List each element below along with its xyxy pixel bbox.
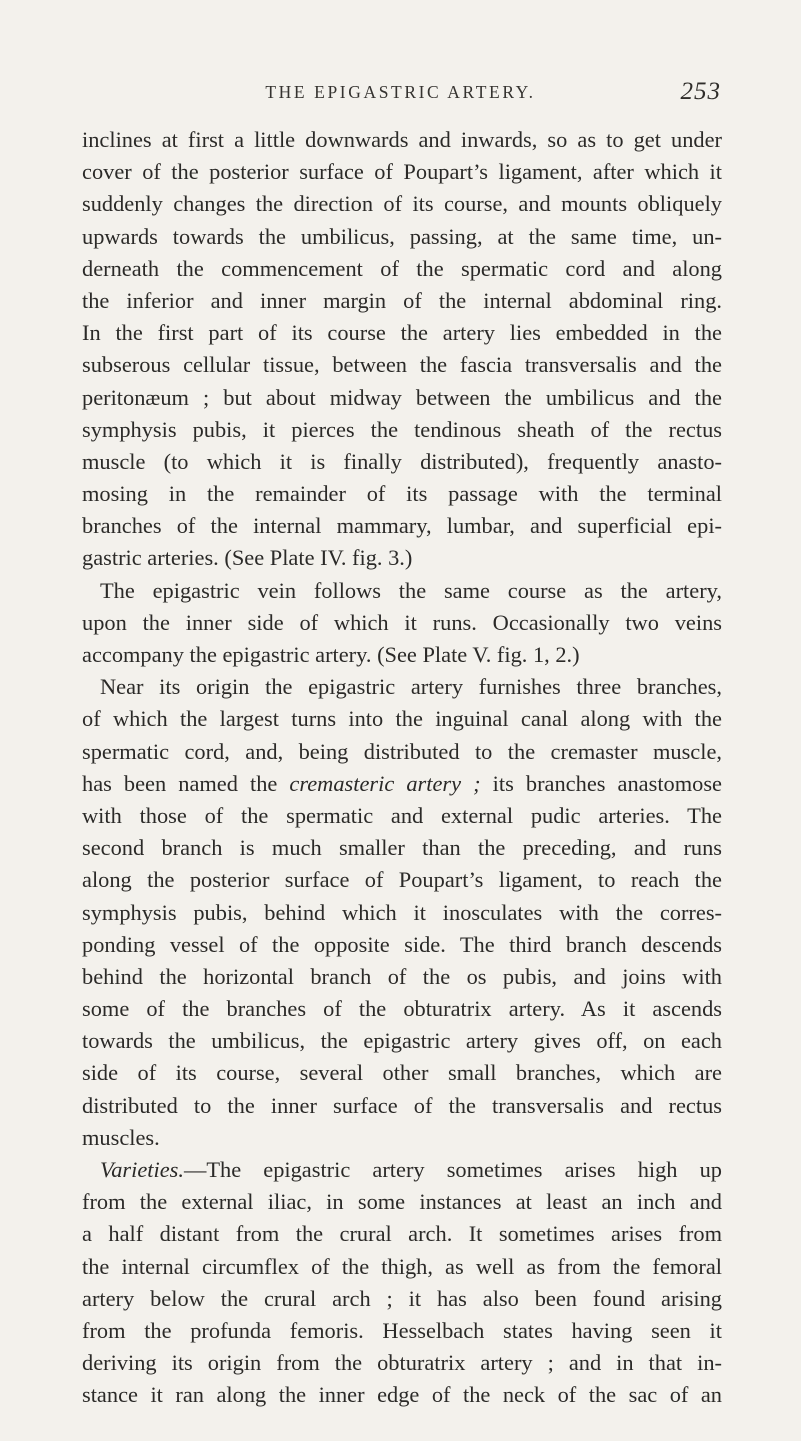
text-line: muscles. [82,1124,160,1150]
text-line: symphysis pubis, behind which it inosculates with the corres- [82,899,722,925]
text-line: inclines at first a little downwards and inwards, so as to get under [82,127,722,152]
text-line: subserous cellular tissue, between the fascia transversalis and the [82,352,722,378]
text-line: side of its course, several other small branches, which are [82,1060,722,1086]
text-line: derneath the commencement of the spermatic cord and along [82,255,722,281]
text-line: deriving its origin from the obturatrix artery ; and in that in- [82,1350,722,1376]
text-line: along the posterior surface of Poupart’s ligament, to reach the [82,867,722,893]
text-line: the inferior and inner margin of the internal abdominal ring. [82,287,722,313]
running-head [0,78,801,112]
text-run: its branches anastomose [480,770,722,796]
text-line: ponding vessel of the opposite side. The third branch descends [82,931,722,957]
text-line: artery below the crural arch ; it has also been found arising [82,1285,722,1311]
text-line: In the first part of its course the artery lies embedded in the [82,320,722,346]
text-line: spermatic cord, and, being distributed to the cremaster muscle, [82,738,722,764]
text-line [82,1154,722,1186]
text-line: symphysis pubis, it pierces the tendinous sheath of the rectus [82,416,722,442]
text-line: towards the umbilicus, the epigastric artery gives off, on each [82,1028,722,1054]
text-line: a half distant from the crural arch. It sometimes arises from [82,1221,722,1247]
text-line: stance it ran along the inner edge of the neck of the sac of an [82,1382,722,1408]
text-line: mosing in the remainder of its passage with the terminal [82,481,722,507]
text-line: upon the inner side of which it runs. Occasionally two veins [82,609,722,635]
text-line: with those of the spermatic and external pudic arteries. The [82,802,722,828]
text-line: peritonæum ; but about midway between the umbilicus and the [82,384,722,410]
body-text [82,124,722,1412]
page-number: 253 [680,78,721,105]
text-line: branches of the internal mammary, lumbar, and superficial epi- [82,513,722,539]
text-line: the internal circumflex of the thigh, as well as from the femoral [82,1253,722,1279]
text-line: some of the branches of the obturatrix artery. As it ascends [82,996,722,1022]
text-line: muscle (to which it is finally distributed), frequently anasto- [82,448,722,474]
text-run: has been named the [82,770,290,796]
text-line: distributed to the inner surface of the transversalis and rectus [82,1092,722,1118]
text-line: upwards towards the umbilicus, passing, at the same time, un- [82,223,722,249]
italic-term: cremasteric artery ; [289,770,481,796]
text-line: accompany the epigastric artery. (See Plate V. fig. 1, 2.) [82,642,580,667]
text-line: of which the largest turns into the inguinal canal along with the [82,706,722,732]
text-run: —The epigastric artery sometimes arises high up [183,1157,722,1182]
text-line: Near its origin the epigastric artery furnishes three branches, [100,674,722,700]
italic-term: Varieties. [100,1157,184,1182]
text-line: from the profunda femoris. Hesselbach states having seen it [82,1317,722,1343]
text-line: cover of the posterior surface of Poupart’s ligament, after which it [82,159,722,185]
text-line: suddenly changes the direction of its course, and mounts obliquely [82,191,722,217]
text-line: behind the horizontal branch of the os pubis, and joins with [82,963,722,989]
text-line: from the external iliac, in some instances at least an inch and [82,1189,722,1215]
text-line [82,768,722,800]
text-line: The epigastric vein follows the same course as the artery, [100,577,722,603]
running-title: THE EPIGASTRIC ARTERY. [265,82,536,102]
text-line: gastric arteries. (See Plate IV. fig. 3.) [82,545,413,571]
text-line: second branch is much smaller than the preceding, and runs [82,835,722,861]
